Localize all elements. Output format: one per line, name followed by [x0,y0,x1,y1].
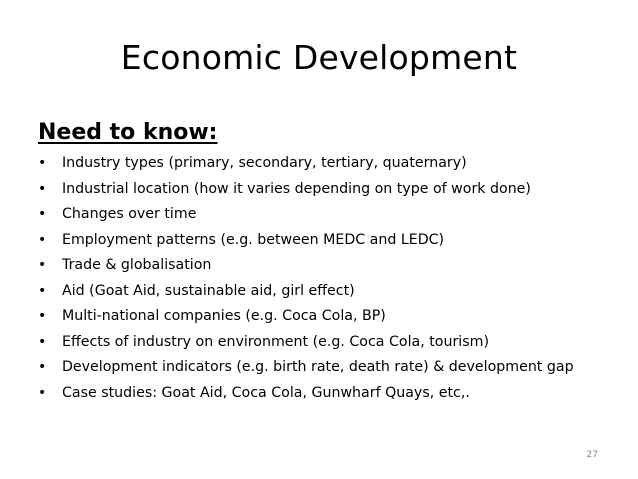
slide-subheading: Need to know: [38,120,218,145]
bullet-text: Trade & globalisation [62,257,212,273]
bullet-text: Multi-national companies (e.g. Coca Cola, BP) [62,308,386,324]
bullet-text: Industrial location (how it varies depending on type of work done) [62,180,531,197]
bullet-text: Industry types (primary, secondary, tertiary, quaternary) [62,155,467,171]
bullet-item [38,253,618,279]
bullet-icon: • [38,257,47,273]
slide-title: Economic Development [120,38,518,77]
bullet-icon: • [38,333,47,350]
bullet-text: Employment patterns (e.g. between MEDC and LEDC) [62,231,445,248]
bullet-icon: • [38,308,47,324]
bullet-item [38,355,618,381]
bullet-text: Aid (Goat Aid, sustainable aid, girl effect) [62,282,355,299]
bullet-item [38,279,618,305]
bullet-item [38,330,618,356]
bullet-item [38,202,618,228]
bullet-item [38,177,618,203]
bullet-text: Effects of industry on environment (e.g. Coca Cola, tourism) [62,333,489,350]
bullet-icon: • [38,155,47,171]
bullet-list [38,151,618,406]
bullet-item [38,228,618,254]
bullet-icon: • [38,206,47,222]
bullet-icon: • [38,359,47,375]
bullet-item [38,381,618,407]
bullet-icon: • [38,180,47,197]
bullet-text: Case studies: Goat Aid, Coca Cola, Gunwharf Quays, etc,. [62,384,470,401]
page-number: 27 [586,450,598,460]
bullet-text: Development indicators (e.g. birth rate, death rate) & development gap [62,359,574,375]
bullet-item [38,151,618,177]
bullet-icon: • [38,231,47,248]
bullet-icon: • [38,384,47,401]
bullet-item [38,304,618,330]
bullet-icon: • [38,282,47,299]
bullet-text: Changes over time [62,206,197,222]
